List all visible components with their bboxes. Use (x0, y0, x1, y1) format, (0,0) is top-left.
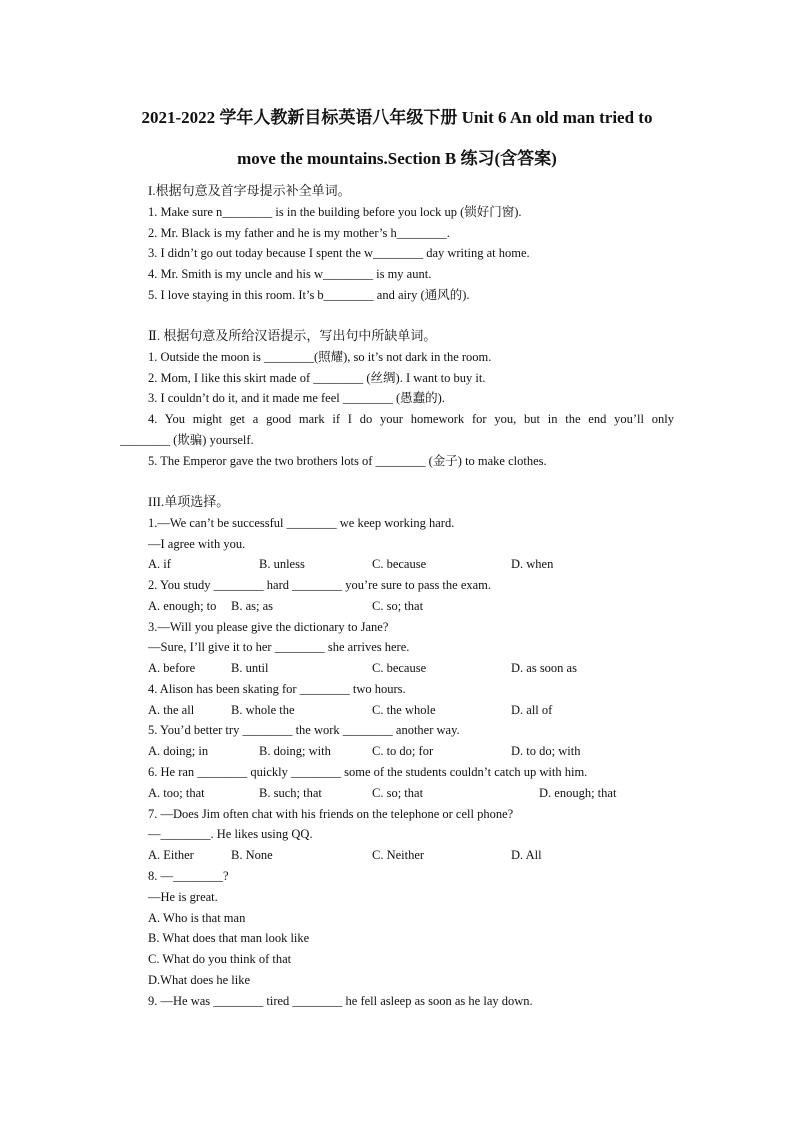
q4-option-d: D. all of (511, 703, 553, 717)
q7-option-c: C. Neither (372, 848, 425, 862)
q6-option-b: B. such; that (259, 786, 322, 800)
sec2-item-4: 4. You might get a good mark if I do your homework for you, but in the end you’ll only (148, 412, 674, 426)
q5-stem: 5. You’d better try ________ the work ________ another way. (148, 723, 460, 737)
q6-option-d: D. enough; that (539, 786, 617, 800)
q4-stem: 4. Alison has been skating for ________ two hours. (148, 682, 406, 696)
q2-option-c: C. so; that (372, 599, 424, 613)
q8-stem: 8. —________? (148, 869, 229, 883)
sec1-item-1: 1. Make sure n________ is in the building before you lock up (锁好门窗). (148, 205, 522, 219)
q1-option-c: C. because (372, 557, 427, 571)
sec2-item-1: 1. Outside the moon is ________(照耀), so it’s not dark in the room. (148, 350, 492, 364)
q7-reply: —________. He likes using QQ. (148, 827, 313, 841)
sec2-item-4-continued: ________ (欺骗) yourself. (120, 433, 254, 447)
document-title-line-1: 2021-2022 学年人教新目标英语八年级下册 Unit 6 An old man tried to (141, 108, 653, 127)
section-3-heading: III.单项选择。 (148, 494, 230, 509)
q1-option-a: A. if (148, 557, 171, 571)
q5-option-c: C. to do; for (372, 744, 434, 758)
q5-option-b: B. doing; with (259, 744, 331, 758)
q2-option-a: A. enough; to (148, 599, 217, 613)
q8-option-c: C. What do you think of that (148, 952, 292, 966)
q6-option-c: C. so; that (372, 786, 424, 800)
q8-option-d: D.What does he like (148, 973, 251, 987)
q4-option-b: B. whole the (231, 703, 295, 717)
sec2-item-3: 3. I couldn’t do it, and it made me feel ________ (愚蠢的). (148, 391, 445, 405)
q2-option-b: B. as; as (231, 599, 274, 613)
q3-option-a: A. before (148, 661, 196, 675)
q3-stem: 3.—Will you please give the dictionary to Jane? (148, 620, 389, 634)
q3-option-b: B. until (231, 661, 269, 675)
q1-stem: 1.—We can’t be successful ________ we keep working hard. (148, 516, 455, 530)
q1-reply: —I agree with you. (148, 537, 246, 551)
section-1-heading: I.根据句意及首字母提示补全单词。 (148, 183, 351, 198)
q4-option-a: A. the all (148, 703, 195, 717)
q6-stem: 6. He ran ________ quickly ________ some of the students couldn’t catch up with him. (148, 765, 588, 779)
q9-stem: 9. —He was ________ tired ________ he fell asleep as soon as he lay down. (148, 994, 533, 1008)
document-title-line-2: move the mountains.Section B 练习(含答案) (237, 149, 557, 168)
sec1-item-3: 3. I didn’t go out today because I spent the w________ day writing at home. (148, 246, 530, 260)
q3-option-d: D. as soon as (511, 661, 577, 675)
q5-option-d: D. to do; with (511, 744, 581, 758)
sec1-item-4: 4. Mr. Smith is my uncle and his w________ is my aunt. (148, 267, 432, 281)
q3-option-c: C. because (372, 661, 427, 675)
q2-stem: 2. You study ________ hard ________ you’re sure to pass the exam. (148, 578, 492, 592)
q6-option-a: A. too; that (148, 786, 205, 800)
sec2-item-2: 2. Mom, I like this skirt made of ________ (丝绸). I want to buy it. (148, 371, 486, 385)
q1-option-d: D. when (511, 557, 554, 571)
q4-option-c: C. the whole (372, 703, 436, 717)
q7-option-b: B. None (231, 848, 273, 862)
q7-option-a: A. Either (148, 848, 194, 862)
section-2-heading: Ⅱ. 根据句意及所给汉语提示，写出句中所缺单词。 (148, 328, 437, 343)
q7-option-d: D. All (511, 848, 542, 862)
q8-reply: —He is great. (148, 890, 218, 904)
q8-option-b: B. What does that man look like (148, 931, 310, 945)
q8-option-a: A. Who is that man (148, 911, 246, 925)
sec1-item-2: 2. Mr. Black is my father and he is my mother’s h________. (148, 226, 450, 240)
q3-reply: —Sure, I’ll give it to her ________ she arrives here. (148, 640, 410, 654)
q7-stem: 7. —Does Jim often chat with his friends on the telephone or cell phone? (148, 807, 514, 821)
sec1-item-5: 5. I love staying in this room. It’s b________ and airy (通风的). (148, 288, 470, 302)
q5-option-a: A. doing; in (148, 744, 209, 758)
q1-option-b: B. unless (259, 557, 305, 571)
sec2-item-5: 5. The Emperor gave the two brothers lots of ________ (金子) to make clothes. (148, 454, 547, 468)
